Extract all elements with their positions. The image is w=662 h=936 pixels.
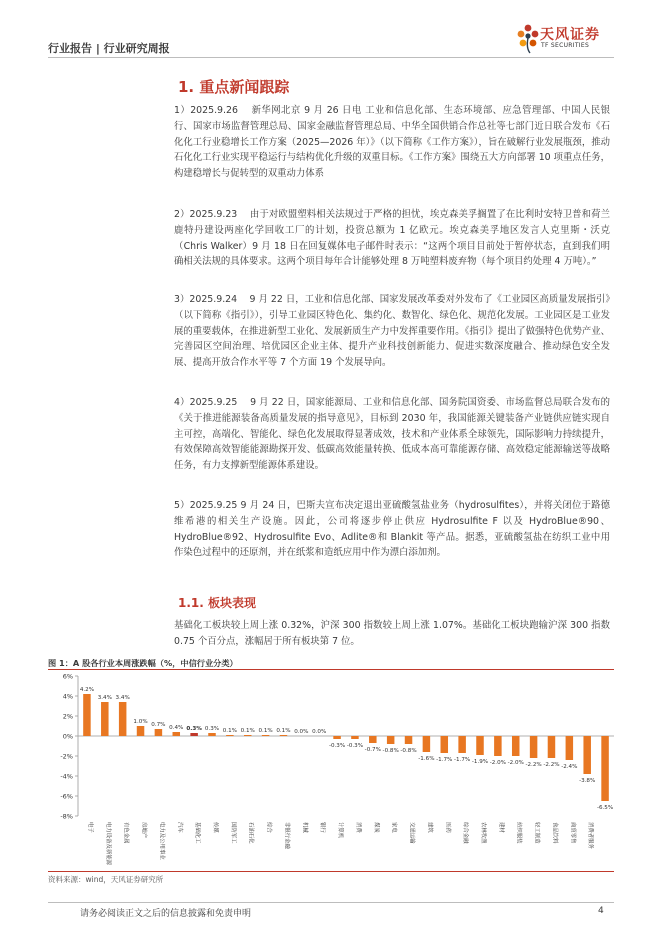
footer-divider	[48, 902, 614, 903]
x-tick-label: 建材	[497, 822, 504, 833]
bar-value-label: -1.7%	[436, 757, 453, 763]
bar-value-label: -1.6%	[418, 756, 435, 762]
bar-value-label: -2.4%	[561, 764, 578, 770]
news-item-1	[174, 103, 610, 182]
x-tick-label: 有色金属	[122, 822, 129, 844]
bar	[512, 736, 520, 756]
bar	[566, 736, 574, 760]
logo-name-cn: 天风证券	[540, 27, 600, 43]
logo-flower-icon	[518, 25, 539, 53]
header-report-type: 行业报告 | 行业研究周报	[48, 42, 170, 55]
x-tick-label: 基础化工	[194, 822, 201, 844]
bar	[101, 702, 109, 736]
bar	[280, 735, 288, 736]
news-item-2	[174, 207, 610, 270]
x-tick-label: 银行	[319, 822, 326, 833]
bar-value-label: -0.8%	[400, 748, 417, 754]
footer-disclaimer: 请务必阅读正文之后的信息披露和免责申明	[80, 909, 252, 919]
x-tick-label: 消费者服务	[587, 822, 594, 849]
x-tick-label: 交通运输	[408, 822, 415, 844]
news-item-text: 2025.9.26 新华网北京 9 月 26 日电 工业和信息化部、生态环境部、应急管理部、中国人民银行、国家市场监督管理总局、国家金融监督管理总局、中华全国供销合作总社等七部门近日联合发布《石化化工行业稳增长工作方案（2025—2026 年）》（以下简称《工作方案》），旨在破解行业发展瓶颈，推动石化化工行业实现平稳运行与结构优化升级的双重目标。《工作方案》围绕五大方向部署 10 项重点任务，构建稳增长与促转型的双重动力体系	[174, 105, 610, 180]
news-item-text: 2025.9.25 9 月 24 日，巴斯夫宣布决定退出亚硫酸氢盐业务（hydrosulfites），并将关闭位于路德维希港的相关生产设施。因此，公司将逐步停止供应 Hydrosulfite F 以及 HydroBlue®90、HydroBlue®92、Hydrosulfite Evo、Adlite®和 Blankit 等产品。据悉，亚硫酸氢盐在纺织工业中用作染色过程中的还原剂，并在纸浆和造纸应用中作为漂白添加剂。	[174, 500, 611, 559]
y-tick-label: -4%	[60, 772, 73, 781]
bar	[601, 736, 609, 801]
bar	[244, 735, 252, 736]
news-item-text: 2025.9.24 9 月 22 日，工业和信息化部、国家发展改革委对外发布了《工业园区高质量发展指引》（以下简称《指引》），引导工业园区特色化、集约化、数智化、绿色化、规范化发展。工业园区是工业发展的重要载体，在推进新型工业化、发展新质生产力中发挥重要作用。《指引》提出了做强特色优势产业、完善园区空间治理、培优园区企业主体、提升产业科技创新能力、促进实数深度融合、推动绿色安全发展、提高开放合作水平等 7 个方面 19 个发展导向。	[174, 294, 610, 369]
subsection-title: 1.1. 板块表现	[178, 596, 256, 610]
y-tick-label: -8%	[60, 812, 73, 821]
bar	[333, 736, 341, 739]
section-title: 1. 重点新闻跟踪	[178, 78, 290, 96]
x-tick-label: 汽车	[176, 822, 183, 833]
bar-value-label: 0.1%	[258, 728, 273, 734]
x-tick-label: 建筑	[426, 822, 433, 833]
sector-summary: 基础化工板块较上周上涨 0.32%，沪深 300 指数较上周上涨 1.07%。基础化工板块跑输沪深 300 指数 0.75 个百分点，涨幅居于所有板块第 7 位。	[174, 620, 610, 647]
x-tick-label: 计算机	[337, 822, 344, 839]
bar-value-label: 0.1%	[240, 728, 255, 734]
x-tick-label: 机械	[301, 822, 308, 833]
news-item-number: 5）	[174, 500, 190, 511]
x-tick-label: 综合	[265, 822, 272, 833]
bar	[226, 735, 234, 736]
figure-bottom-rule	[48, 871, 614, 872]
bar-value-label: 0.0%	[312, 729, 327, 735]
bar-value-label: 0.1%	[276, 728, 291, 734]
bar	[119, 702, 127, 736]
x-tick-label: 医药	[444, 822, 451, 833]
news-item-number: 4）	[174, 397, 190, 408]
news-item-text: 2025.9.23 由于对欧盟塑料相关法规过于严格的担忧，埃克森美孚搁置了在比利时安特卫普和荷兰鹿特丹建设两座化学回收工厂的计划，投资总额为 1 亿欧元。埃克森美孚地区发言人克里斯・沃克（Chris Walker）9 月 18 日在回复媒体电子邮件时表示：“这两个项目目前处于暂停状态，直到我们明确相关法规的具体要求。这两个项目每年合计能够处理 8 万吨塑料废弃物（每个项目约处理 4 万吨）。”	[174, 209, 610, 268]
bar-value-label: 3.4%	[97, 695, 112, 701]
bar	[83, 694, 91, 736]
bar	[530, 736, 538, 758]
x-tick-label: 商贸零售	[569, 822, 576, 844]
x-tick-label: 轻工制造	[533, 822, 540, 844]
bar	[208, 733, 216, 736]
logo-name-en: TF SECURITIES	[541, 42, 590, 49]
bar	[387, 736, 395, 744]
x-tick-label: 综合金融	[462, 822, 469, 844]
news-item-5	[174, 498, 610, 561]
bar-value-label: -2.0%	[489, 760, 506, 766]
bar	[423, 736, 431, 752]
header-divider	[48, 57, 614, 58]
y-tick-label: -2%	[60, 752, 73, 761]
bar-value-label: -0.7%	[364, 747, 381, 753]
bar-value-label: -2.0%	[507, 760, 524, 766]
bar-value-label: -2.2%	[525, 762, 542, 768]
bar	[155, 729, 163, 736]
bar-value-label: 0.4%	[169, 725, 184, 731]
bar-value-label: 0.1%	[222, 728, 237, 734]
bar	[476, 736, 484, 755]
bar-value-label: -1.7%	[454, 757, 471, 763]
x-tick-label: 纺织服装	[515, 822, 522, 844]
bar-value-label: -0.3%	[328, 743, 346, 749]
bar-value-label: 0.3%	[204, 726, 220, 732]
figure-title: 图 1：A 股各行业本周涨跌幅（%，中信行业分类）	[48, 658, 238, 668]
bar	[369, 736, 377, 743]
news-item-number: 3）	[174, 294, 190, 305]
news-item-3	[174, 292, 610, 371]
bar-value-label: 0.0%	[294, 729, 309, 735]
y-tick-label: -6%	[60, 792, 73, 801]
bar-value-label: -1.9%	[471, 759, 489, 765]
industry-performance-chart	[40, 670, 620, 870]
x-tick-label: 国防军工	[229, 822, 236, 844]
news-item-number: 1）	[174, 105, 191, 116]
bar-value-label: 3.4%	[115, 695, 130, 701]
bar	[405, 736, 413, 744]
x-tick-label: 电力及公用事业	[158, 822, 165, 860]
y-tick-label: 0%	[62, 732, 73, 741]
bar-value-label: 0.7%	[151, 722, 166, 728]
bar-value-label: -0.3%	[346, 743, 364, 749]
bar	[458, 736, 466, 753]
bar	[190, 733, 198, 736]
bar	[583, 736, 591, 774]
bar-value-label: -6.5%	[596, 805, 614, 811]
page-number: 4	[598, 906, 604, 916]
figure-source: 资料来源：wind，天风证券研究所	[48, 875, 164, 884]
bar	[494, 736, 502, 756]
bar-value-label: 0.3%	[186, 726, 202, 732]
bar-value-label: -2.2%	[543, 762, 560, 768]
x-tick-label: 煤炭	[372, 822, 379, 833]
x-tick-label: 石油石化	[247, 822, 254, 844]
x-tick-label: 非银行金融	[283, 822, 290, 849]
x-tick-label: 食品饮料	[551, 822, 558, 844]
news-item-number: 2）	[174, 209, 190, 220]
bar-value-label: -0.8%	[382, 748, 399, 754]
news-item-text: 2025.9.25 9 月 22 日，国家能源局、工业和信息化部、国务院国资委、市场监督总局联合发布的《关于推进能源装备高质量发展的指导意见》，目标到 2030 年，我国能源关键装备产业链供应链实现自主可控，高端化、智能化、绿色化发展取得显著成效，技术和产业体系全球领先，国际影响力持续提升，有效保障高效智能能源勘探开发、低碳高效能量转换、低成本高可靠能源存储、高效稳定能源输送等战略任务，有力支撑新型能源体系建设。	[174, 397, 610, 472]
bar	[262, 735, 270, 736]
bar	[173, 732, 181, 736]
x-tick-label: 电子	[86, 822, 93, 833]
bar	[441, 736, 449, 753]
x-tick-label: 房地产	[140, 822, 147, 839]
news-item-4	[174, 395, 610, 474]
bar	[548, 736, 556, 758]
y-tick-label: 4%	[62, 692, 73, 701]
bar-value-label: 1.0%	[133, 719, 148, 725]
x-tick-label: 农林牧渔	[480, 822, 486, 844]
bar-value-label: 4.2%	[79, 687, 95, 693]
y-tick-label: 2%	[62, 712, 73, 721]
bar	[137, 726, 145, 736]
bar-value-label: -3.8%	[579, 778, 596, 784]
y-tick-label: 6%	[62, 672, 73, 681]
x-tick-label: 电力设备及新能源	[104, 822, 111, 866]
bar	[351, 736, 359, 739]
x-tick-label: 传媒	[212, 822, 218, 833]
x-tick-label: 消费	[354, 822, 361, 833]
x-tick-label: 家电	[390, 822, 397, 833]
